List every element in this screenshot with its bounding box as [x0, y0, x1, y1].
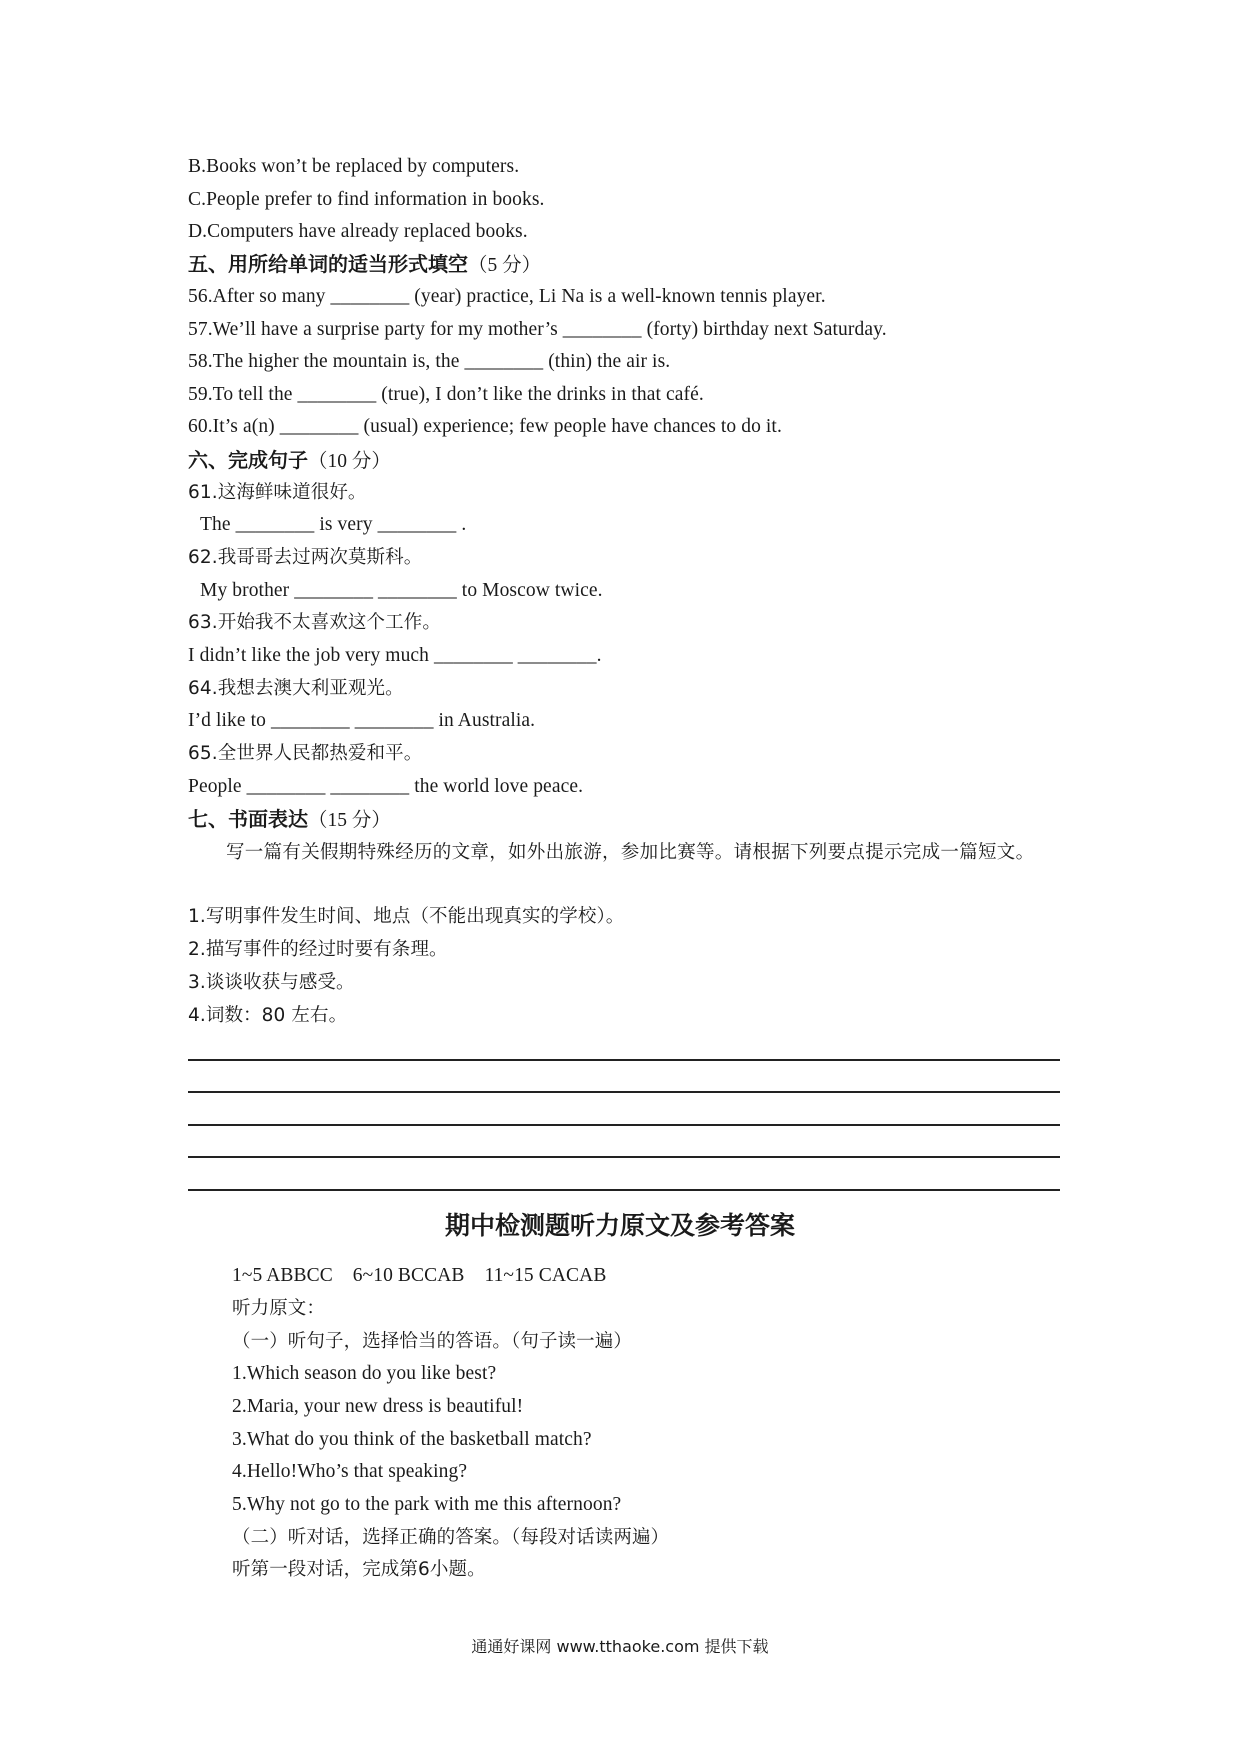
- question-59: 59.To tell the ________ (true), I don’t like the drinks in that café.: [188, 384, 704, 405]
- section7-heading: [188, 807, 391, 833]
- writing-line: [188, 1156, 1060, 1158]
- section6-heading: [188, 448, 391, 474]
- question-65-english: People ________ ________ the world love peace.: [188, 776, 584, 797]
- question-64-chinese: 64.我想去澳大利亚观光。: [188, 678, 404, 699]
- part2-first-dialogue: 听第一段对话，完成第6小题。: [232, 1559, 486, 1580]
- listening-sentence-5: 5.Why not go to the park with me this afternoon?: [232, 1494, 622, 1515]
- transcript-label: 听力原文：: [232, 1298, 326, 1319]
- writing-line: [188, 1124, 1060, 1126]
- part2-instruction: （二）听对话，选择正确的答案。（每段对话读两遍）: [232, 1527, 670, 1548]
- requirement-4: 4.词数：80 左右。: [188, 1005, 348, 1026]
- listening-sentence-1: 1.Which season do you like best?: [232, 1363, 497, 1384]
- writing-line: [188, 1189, 1060, 1191]
- requirement-3: 3.谈谈收获与感受。: [188, 972, 355, 993]
- question-62-english: My brother ________ ________ to Moscow twice.: [200, 580, 603, 601]
- section5-heading: [188, 252, 541, 278]
- section6-title: 六、完成句子: [188, 448, 308, 472]
- listening-sentence-2: 2.Maria, your new dress is beautiful!: [232, 1396, 524, 1417]
- question-62-chinese: 62.我哥哥去过两次莫斯科。: [188, 547, 423, 568]
- answers-title: 期中检测题听力原文及参考答案: [444, 1211, 795, 1240]
- option-b: B.Books won’t be replaced by computers.: [188, 156, 520, 177]
- writing-line: [188, 1091, 1060, 1093]
- section5-points: （5 分）: [468, 255, 542, 276]
- listening-sentence-4: 4.Hello!Who’s that speaking?: [232, 1461, 468, 1482]
- section7-title: 七、书面表达: [188, 807, 308, 831]
- section7-points: （15 分）: [308, 810, 391, 831]
- question-61-english: The ________ is very ________ .: [200, 514, 467, 535]
- writing-prompt: 写一篇有关假期特殊经历的文章，如外出旅游，参加比赛等。请根据下列要点提示完成一篇短文。: [226, 842, 1035, 863]
- question-63-chinese: 63.开始我不太喜欢这个工作。: [188, 612, 441, 633]
- question-60: 60.It’s a(n) ________ (usual) experience; few people have chances to do it.: [188, 416, 782, 437]
- question-64-english: I’d like to ________ ________ in Australia.: [188, 710, 536, 731]
- requirement-1: 1.写明事件发生时间、地点（不能出现真实的学校）。: [188, 906, 625, 927]
- question-61-chinese: 61.这海鲜味道很好。: [188, 482, 367, 503]
- question-56: 56.After so many ________ (year) practice, Li Na is a well-known tennis player.: [188, 286, 826, 307]
- question-63-english: I didn’t like the job very much ________ ________.: [188, 645, 602, 666]
- question-65-chinese: 65.全世界人民都热爱和平。: [188, 743, 423, 764]
- answer-keys: 1~5 ABBCC 6~10 BCCAB 11~15 CACAB: [232, 1265, 607, 1286]
- writing-line: [188, 1059, 1060, 1061]
- question-57: 57.We’ll have a surprise party for my mother’s ________ (forty) birthday next Saturday.: [188, 319, 887, 340]
- option-d: D.Computers have already replaced books.: [188, 221, 528, 242]
- listening-sentence-3: 3.What do you think of the basketball match?: [232, 1429, 592, 1450]
- requirement-2: 2.描写事件的经过时要有条理。: [188, 939, 448, 960]
- section6-points: （10 分）: [308, 451, 391, 472]
- option-c: C.People prefer to find information in books.: [188, 189, 545, 210]
- page-footer: 通通好课网 www.tthaoke.com 提供下载: [471, 1637, 769, 1656]
- part1-instruction: （一）听句子，选择恰当的答语。（句子读一遍）: [232, 1331, 632, 1352]
- question-58: 58.The higher the mountain is, the ________ (thin) the air is.: [188, 351, 671, 372]
- section5-title: 五、用所给单词的适当形式填空: [188, 252, 468, 276]
